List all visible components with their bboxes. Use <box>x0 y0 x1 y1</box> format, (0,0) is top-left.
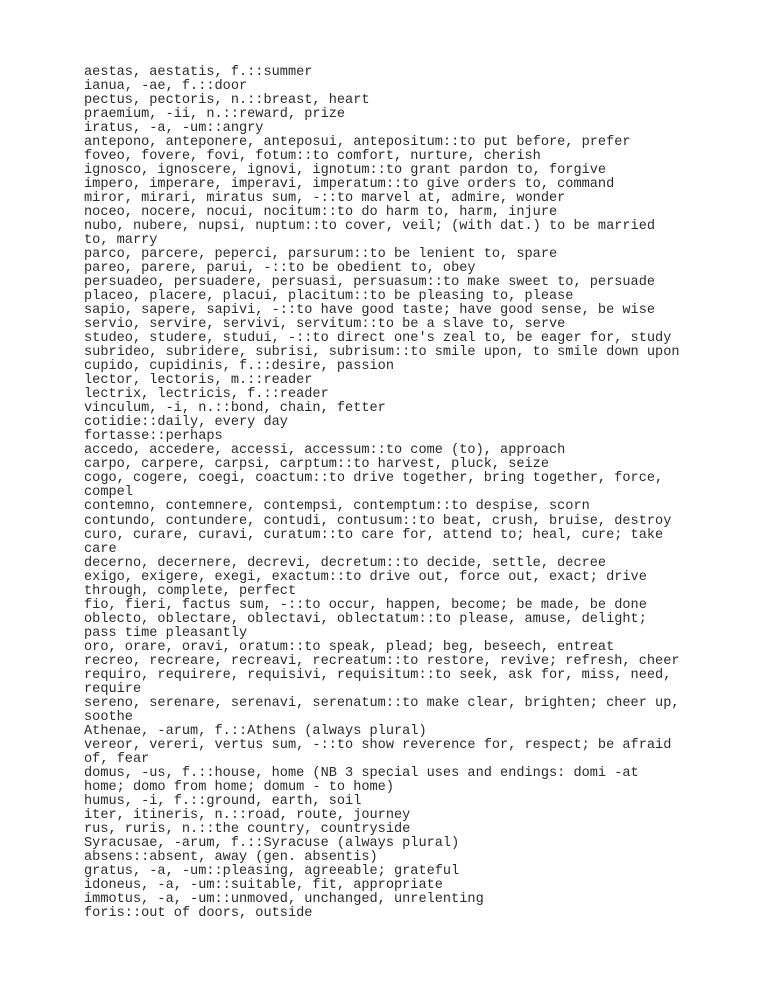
vocab-entry-line: care <box>84 541 117 557</box>
vocab-entry-line: recreo, recreare, recreavi, recreatum::to restore, revive; refresh, cheer <box>84 653 680 669</box>
vocab-entry <box>84 879 704 893</box>
vocab-entry-line: to, marry <box>84 233 158 249</box>
vocab-entry <box>84 150 704 164</box>
vocab-entry <box>84 304 704 318</box>
vocab-entry-line: Athenae, -arum, f.::Athens (always plural) <box>84 723 427 739</box>
vocab-entry <box>84 374 704 388</box>
vocab-entry-line: cupido, cupidinis, f.::desire, passion <box>84 359 394 375</box>
vocab-entry-line: miror, mirari, miratus sum, -::to marvel at, admire, wonder <box>84 191 566 207</box>
vocab-entry <box>84 613 704 641</box>
vocab-entry-line: require <box>84 681 142 697</box>
vocab-entry <box>84 318 704 332</box>
vocab-entry <box>84 529 704 557</box>
vocab-entry-line: domus, -us, f.::house, home (NB 3 special uses and endings: domi -at <box>84 765 639 781</box>
vocab-entry-line: contundo, contundere, contudi, contusum::to beat, crush, bruise, destroy <box>84 513 672 529</box>
vocab-entry-line: studeo, studere, studui, -::to direct one's zeal to, be eager for, study <box>84 331 672 347</box>
vocab-entry-line: vinculum, -i, n.::bond, chain, fetter <box>84 401 386 417</box>
vocab-entry-line: cogo, cogere, coegi, coactum::to drive together, bring together, force, <box>84 471 664 487</box>
vocab-entry <box>84 500 704 514</box>
vocab-entry-line: subrideo, subridere, subrisi, subrisum::to smile upon, to smile down upon <box>84 345 680 361</box>
vocab-entry-line: Syracusae, -arum, f.::Syracuse (always plural) <box>84 835 460 851</box>
vocab-entry-line: persuadeo, persuadere, persuasi, persuasum::to make sweet to, persuade <box>84 275 656 291</box>
vocab-entry <box>84 290 704 304</box>
vocab-entry <box>84 893 704 907</box>
vocab-entry-line: antepono, anteponere, anteposui, antepositum::to put before, prefer <box>84 135 631 151</box>
vocab-entry <box>84 66 704 80</box>
vocab-entry <box>84 851 704 865</box>
vocab-entry <box>84 332 704 346</box>
vocab-entry-line: decerno, decernere, decrevi, decretum::to decide, settle, decree <box>84 555 607 571</box>
vocab-entry-line: foris::out of doors, outside <box>84 905 313 921</box>
vocab-entry-line: humus, -i, f.::ground, earth, soil <box>84 793 362 809</box>
vocab-entry-line: soothe <box>84 709 133 725</box>
vocab-entry-line: immotus, -a, -um::unmoved, unchanged, unrelenting <box>84 891 484 907</box>
vocab-entry <box>84 108 704 122</box>
vocab-entry <box>84 669 704 697</box>
vocab-entry-line: compel <box>84 485 133 501</box>
vocab-entry-line: absens::absent, away (gen. absentis) <box>84 849 378 865</box>
vocab-entry-line: fio, fieri, factus sum, -::to occur, happen, become; be made, be done <box>84 597 647 613</box>
vocab-entry-line: sereno, serenare, serenavi, serenatum::to make clear, brighten; cheer up, <box>84 695 680 711</box>
vocab-entry <box>84 248 704 262</box>
vocab-entry-line: fortasse::perhaps <box>84 429 223 445</box>
vocab-entry <box>84 655 704 669</box>
vocab-entry-line: home; domo from home; domum - to home) <box>84 779 394 795</box>
vocab-entry-line: of, fear <box>84 751 150 767</box>
vocab-entry-line: sapio, sapere, sapivi, -::to have good taste; have good sense, be wise <box>84 303 656 319</box>
vocab-entry-line: noceo, nocere, nocui, nocitum::to do harm to, harm, injure <box>84 205 558 221</box>
vocab-entry-line: foveo, fovere, fovi, fotum::to comfort, nurture, cherish <box>84 149 541 165</box>
vocab-entry-line: impero, imperare, imperavi, imperatum::to give orders to, command <box>84 177 615 193</box>
vocab-entry-line: through, complete, perfect <box>84 583 297 599</box>
vocab-entry <box>84 472 704 500</box>
vocab-entry <box>84 192 704 206</box>
vocab-entry <box>84 458 704 472</box>
vocab-entry-line: ianua, -ae, f.::door <box>84 79 248 95</box>
vocab-entry-line: placeo, placere, placui, placitum::to be pleasing to, please <box>84 289 574 305</box>
vocab-entry-line: parco, parcere, peperci, parsurum::to be lenient to, spare <box>84 247 558 263</box>
vocab-entry-line: ignosco, ignoscere, ignovi, ignotum::to grant pardon to, forgive <box>84 163 607 179</box>
vocab-entry <box>84 206 704 220</box>
vocab-entry <box>84 94 704 108</box>
vocab-entry-line: curo, curare, curavi, curatum::to care for, attend to; heal, cure; take <box>84 527 664 543</box>
vocab-entry <box>84 739 704 767</box>
vocabulary-list <box>84 66 704 921</box>
vocab-entry <box>84 80 704 94</box>
vocab-entry-line: pass time pleasantly <box>84 625 248 641</box>
vocab-entry-line: requiro, requirere, requisivi, requisitum::to seek, ask for, miss, need, <box>84 667 672 683</box>
vocab-entry <box>84 164 704 178</box>
vocab-entry-line: pectus, pectoris, n.::breast, heart <box>84 93 370 109</box>
vocab-entry <box>84 122 704 136</box>
vocab-entry-line: exigo, exigere, exegi, exactum::to drive out, force out, exact; drive <box>84 569 647 585</box>
vocab-entry-line: vereor, vereri, vertus sum, -::to show reverence for, respect; be afraid <box>84 737 672 753</box>
vocab-entry <box>84 809 704 823</box>
vocab-entry <box>84 515 704 529</box>
vocab-entry <box>84 262 704 276</box>
vocab-entry <box>84 360 704 374</box>
vocab-entry <box>84 220 704 248</box>
vocab-entry <box>84 865 704 879</box>
vocab-entry-line: lector, lectoris, m.::reader <box>84 373 313 389</box>
vocab-entry <box>84 444 704 458</box>
vocab-entry-line: idoneus, -a, -um::suitable, fit, appropriate <box>84 877 443 893</box>
vocab-entry <box>84 388 704 402</box>
vocab-entry-line: oro, orare, oravi, oratum::to speak, plead; beg, beseech, entreat <box>84 639 615 655</box>
vocab-entry <box>84 767 704 795</box>
vocab-entry <box>84 402 704 416</box>
vocab-entry-line: servio, servire, servivi, servitum::to be a slave to, serve <box>84 317 566 333</box>
vocab-entry <box>84 823 704 837</box>
vocab-entry <box>84 346 704 360</box>
vocab-entry <box>84 430 704 444</box>
vocab-entry-line: aestas, aestatis, f.::summer <box>84 65 313 80</box>
vocab-entry <box>84 136 704 150</box>
vocab-entry <box>84 599 704 613</box>
vocab-entry <box>84 725 704 739</box>
vocab-entry <box>84 557 704 571</box>
vocab-entry-line: gratus, -a, -um::pleasing, agreeable; grateful <box>84 863 460 879</box>
vocab-entry-line: pareo, parere, parui, -::to be obedient to, obey <box>84 261 476 277</box>
vocab-entry <box>84 178 704 192</box>
vocab-entry-line: contemno, contemnere, contempsi, contemptum::to despise, scorn <box>84 499 590 515</box>
vocab-entry-line: iratus, -a, -um::angry <box>84 121 264 137</box>
vocab-entry <box>84 837 704 851</box>
vocab-entry <box>84 416 704 430</box>
vocab-entry <box>84 571 704 599</box>
vocab-entry-line: carpo, carpere, carpsi, carptum::to harvest, pluck, seize <box>84 457 549 473</box>
vocab-entry <box>84 907 704 921</box>
vocab-entry-line: iter, itineris, n.::road, route, journey <box>84 807 411 823</box>
vocab-entry-line: lectrix, lectricis, f.::reader <box>84 387 329 403</box>
vocab-entry-line: accedo, accedere, accessi, accessum::to come (to), approach <box>84 443 566 459</box>
vocab-entry-line: oblecto, oblectare, oblectavi, oblectatum::to please, amuse, delight; <box>84 611 647 627</box>
vocab-entry-line: nubo, nubere, nupsi, nuptum::to cover, veil; (with dat.) to be married <box>84 219 656 235</box>
vocab-entry <box>84 641 704 655</box>
vocab-entry-line: rus, ruris, n.::the country, countryside <box>84 821 411 837</box>
vocab-entry <box>84 276 704 290</box>
vocab-entry-line: praemium, -ii, n.::reward, prize <box>84 107 346 123</box>
vocab-entry-line: cotidie::daily, every day <box>84 415 288 431</box>
vocab-entry <box>84 697 704 725</box>
vocab-entry <box>84 795 704 809</box>
